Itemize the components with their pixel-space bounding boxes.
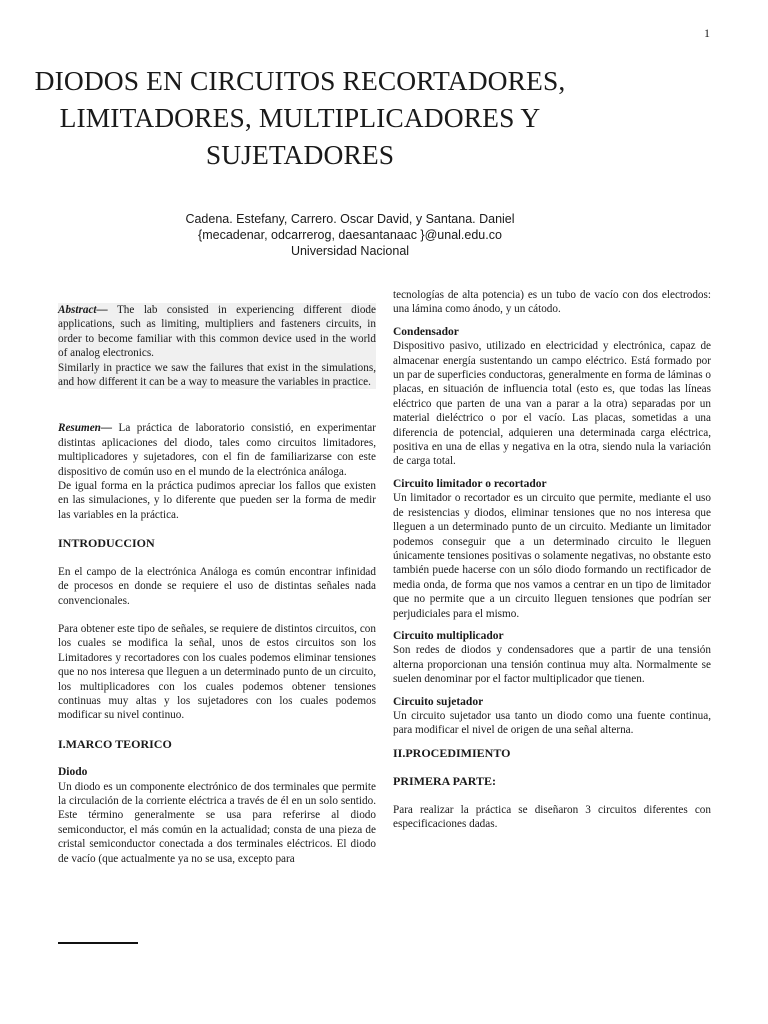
title-line-3: SUJETADORES [205,139,395,170]
diodo-paragraph-continued: tecnologías de alta potencia) es un tubo de vacío con dos electrodos: una lámina como ánodo, y un cátodo. [393,289,711,316]
abstract-lead: Abstract— [58,304,108,316]
intro-paragraph-2: Para obtener este tipo de señales, se requiere de distintos circuitos, con los cuales se modifica la señal, unos de estos circuitos son los Limitadores y recortadores con los cuales podemos eliminar tensiones que no nos interesa que lleguen a un determinado punto de un circuito, los multiplicadores con los cuales podemos obtener tensiones continuas muy altas y los sujetadores con los cuales podemos modificar su nivel continuo. [58,622,376,722]
author-block [150,211,550,259]
title-line-1: DIODOS EN CIRCUITOS RECORTADORES, [34,65,566,96]
condensador-paragraph: Dispositivo pasivo, utilizado en electricidad y electrónica, capaz de almacenar energía sustentando un campo eléctrico. Está formado por un par de superficies conductoras, generalmente en forma de láminas o placas, en situación de influencia total (esto es, que todas las líneas eléctrico que parten de una van a parar a la otra) separadas por un material dieléctrico o por el vacío. Las placas, sometidas a una diferencia de potencial, adquieren una determinada carga eléctrica, positiva en una de ellas y negativa en la otra, siendo nula la variación de carga total. [393,340,711,468]
abstract-paragraph-2: Similarly in practice we saw the failures that exist in the simulations, and how different it can be a way to measure the variables in practice. [58,361,376,389]
resumen-text-1: La práctica de laboratorio consistió, en experimentar distintas aplicaciones del diodo, tales como circuitos limitadores, multiplicadores y sujetadores, con el fin de familiarizarse con este dispositivo de común uso en el mundo de la electrónica análoga. [58,422,376,478]
paper-title [0,62,600,173]
author-institution: Universidad Nacional [290,244,410,258]
right-column [393,288,711,831]
resumen-paragraph-1 [58,421,376,479]
procedimiento-heading: II.PROCEDIMIENTO [393,745,511,760]
resumen-paragraph-2: De igual forma en la práctica pudimos apreciar los fallos que existen en las simulaciones, y lo diferente que pueden ser la forma de medir las variables en la práctica. [58,480,376,521]
author-emails: {mecadenar, odcarrerog, daesantanaac }@unal.edu.co [198,228,502,242]
limitador-paragraph: Un limitador o recortador es un circuito que permite, mediante el uso de resistencias y diodos, eliminar tensiones que no nos interesa que lleguen a un determinado punto de un circuito. Mediante un limitador podemos conseguir que a un determinado circuito le lleguen únicamente tensiones positivas o solamente negativas, no obstante esto también puede hacerse con un sólo diodo formando un rectificador de media onda, de forma que nos vamos a centrar en un tipo de limitador que no permite que a un circuito lleguen tensiones que podrían ser perjudiciales para el mismo. [393,492,711,620]
multiplicador-title: Circuito multiplicador [393,629,504,642]
footnote-rule [58,942,138,944]
sujetador-paragraph: Un circuito sujetador usa tanto un diodo como una fuente continua, para modificar el nivel de origen de una señal alterna. [393,709,711,737]
sujetador-title: Circuito sujetador [393,695,484,708]
abstract-section [58,303,376,389]
diodo-title: Diodo [58,766,88,779]
diodo-paragraph: Un diodo es un componente electrónico de dos terminales que permite la circulación de la corriente eléctrica a través de él en un solo sentido. Este término generalmente se usa para referirse al diodo semiconductor, el más común en la actualidad; consta de una pieza de cristal semiconductor conectada a dos terminales eléctricos. El diodo de vacío (que actualmente ya no se usa, excepto para [58,780,376,865]
abstract-text-1: The lab consisted in experiencing different diode applications, such as limiting, multipliers and fasteners circuits, in order to become familiar with this common device used in the world of analog electronics. [58,304,376,360]
resumen-lead: Resumen— [58,422,113,435]
condensador-title: Condensador [393,325,459,338]
page-number: 1 [704,26,710,40]
author-names: Cadena. Estefany, Carrero. Oscar David, y Santana. Daniel [185,212,515,226]
title-line-2: LIMITADORES, MULTIPLICADORES Y [59,102,541,133]
left-column [58,303,376,866]
procedimiento-paragraph: Para realizar la práctica se diseñaron 3 circuitos diferentes con especificaciones dadas. [393,803,711,830]
marco-heading: I.MARCO TEORICO [58,736,172,751]
multiplicador-paragraph: Son redes de diodos y condensadores que a partir de una tensión alterna proporcionan una tensión continua muy alta. Normalmente se suelen denominar por el factor multiplicador que tienen. [393,644,711,686]
limitador-title: Circuito limitador o recortador [393,477,547,490]
primera-parte-heading: PRIMERA PARTE: [393,774,497,789]
intro-heading: INTRODUCCION [58,536,155,551]
abstract-paragraph-1 [58,303,376,361]
intro-paragraph-1: En el campo de la electrónica Análoga es común encontrar infinidad de procesos en donde se requiere el uso de distintas señales nada convencionales. [58,565,376,607]
